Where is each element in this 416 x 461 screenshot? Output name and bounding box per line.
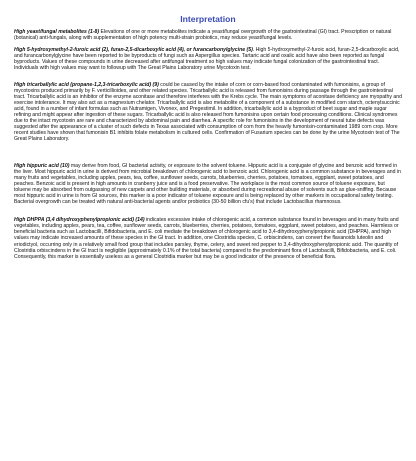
section-body: may derive from food, GI bacterial activity, or exposure to the solvent toluene. Hippuric acid is a conjugate of glycine and benzoic acid formed in the liver. Most hippuric acid in urine is derived from microbial breakdown of chlorogenic acid to benzoic acid. Chlorogenic acid is a common substance in beverages and in many fruits and vegetables, including apples, pears, tea, coffee, sunflower seeds, carrots, blueberries, cherries, potatoes, tomatoes, eggplant, sweet potatoes, and peaches. Benzoic acid is present in high amounts in cranberry juice and is a food preservative. The workplace is the most common source of toluene exposure, but toluene may be absorbed from outgassing of new carpets and other building materials, or absorbed during recreational abuse of solvents such as glue-sniffing. Because most hippuric acid in urine is from GI sources, this marker is a poor indicator of toluene exposure and is being replaced by other markers in occupational safety testing. Bacterial overgrowth can be treated with natural anti-bacterial agents and/or probiotics (30-50 billion cfu's) that include Lactobacillus rhamnosus. <box>14 162 401 206</box>
section-heading: High 5-hydroxymethyl-2-furoic acid (2), furan-2,5-dicarboxylic acid (4), or furancarbonylglycine (5) <box>14 47 253 54</box>
section-yeast-fungal <box>14 29 402 41</box>
section-heading: High DHPPA (3,4 dihydroxyphenylpropionic acid) (14) <box>14 217 145 224</box>
section-dhppa <box>14 217 402 260</box>
page-title: Interpretation <box>180 14 236 24</box>
section-body: could be caused by the intake of corn or corn-based food contaminated with fumonisins, a group of mycotoxins produced primarily by F. verticillioides, and other related species. Tricarballylic acid is released from fumonisins during passage through the gastrointestinal tract. Tricarballylic acid is an inhibitor of the enzyme aconitase and therefore interferes with the Krebs cycle. The main symptoms of aconitase deficiency are myopathy and exercise intolerance. It may also act as a magnesium chelator. Tricarballylic acid is also metabolite of a component of a substance in modified corn starch, octenylsuccinic acid, found in a number of infant formulas such as Nutramigen, Vivonex, and Pregestimil. In addition, tricarballylic acid is a byproduct of beet sugar and maple sugar refining and might appear after ingestion of these sugars. Tricarballylic acid is also released from fumonisins upon certain food processing conditions. Clinical syndromes due to the intact mycotoxin are rare and characterized by abdominal pain and diarrhea. A specific role for fumonisins in the development of neural tube defects was suggested after the appearance of a cluster of such defects in Texas associated with consumption of corn from the heavily fumonisin-contaminated 1989 corn crop. More recent studies have shown that fumonisin B1 inhibits folate metabolism in cultured cells. Confirmation of Fusarium species can be done by the urine Mycotoxin test of The Great Plains Laboratory. <box>14 81 402 143</box>
section-hippuric-acid <box>14 163 402 206</box>
section-furoic-acid <box>14 47 402 71</box>
section-heading: High hippuric acid (10) <box>14 162 70 169</box>
section-tricarballylic-acid <box>14 82 402 143</box>
section-body: indicates excessive intake of chlorogenic acid, a common substance found in beverages and in many fruits and vegetables, including apples, pears, tea, coffee, sunflower seeds, carrots, blueberries, cherries, potatoes, tomatoes, eggplant, sweet potatoes, and peaches. Harmless or beneficial bacteria such as Lactobacilli, Bifidobacteria, and E. coli mediate the breakdown of chlorogenic acid to 3,4-dihydroxyphenylpropionic acid (DHPPA), and high values may indicate increased amounts of these species in the GI tract. In addition, one Clostridia species, C. orbiscindens, can convert the flavanoids luteolin and eriodictyol, occurring only in a relatively small food group that includes parsley, thyme, celery, and sweet red pepper to 3,4-dihydroxyphenylpropionic acid. The quantity of Clostridia orbiscindens in the GI tract is negligible (approximately 0.1% of the total bacteria) compared to the predominant flora of Lactobacilli, Bifidobacteria, and E. coli. Consequently, this marker is essentially useless as a general Clostridia marker but may be a good indicator of the presence of beneficial flora. <box>14 217 399 260</box>
section-body: . High 5-hydroxymethyl-2-furoic acid, furan-2,5-dicarboxylic acid, and furancarbonylglycine have been reported to be byproducts of fungi such as Aspergillus species. Tartaric acid and oxalic acid have also been reported as fungal byproducts. Values of these compounds in urine decreased after antifungal treatment so high values may indicate fungal colonization of the gastrointestinal tract. Individuals with high values may want to followup with The Great Plains Laboratory urine Mycotoxin test. <box>14 47 400 72</box>
section-heading: High tricarballylic acid (propane-1,2,3-tricarboxylic acid) (9) <box>14 81 159 88</box>
section-heading: High yeast/fungal metabolites (1-8) <box>14 29 100 35</box>
section-body: Elevations of one or more metabolites indicate a yeast/fungal overgrowth of the gastrointestinal (GI) tract. Prescription or natural (botanical) anti-fungals, along with supplementation of high potency multi-strain probiotics, may reduce yeast/fungal levels. <box>14 29 392 42</box>
